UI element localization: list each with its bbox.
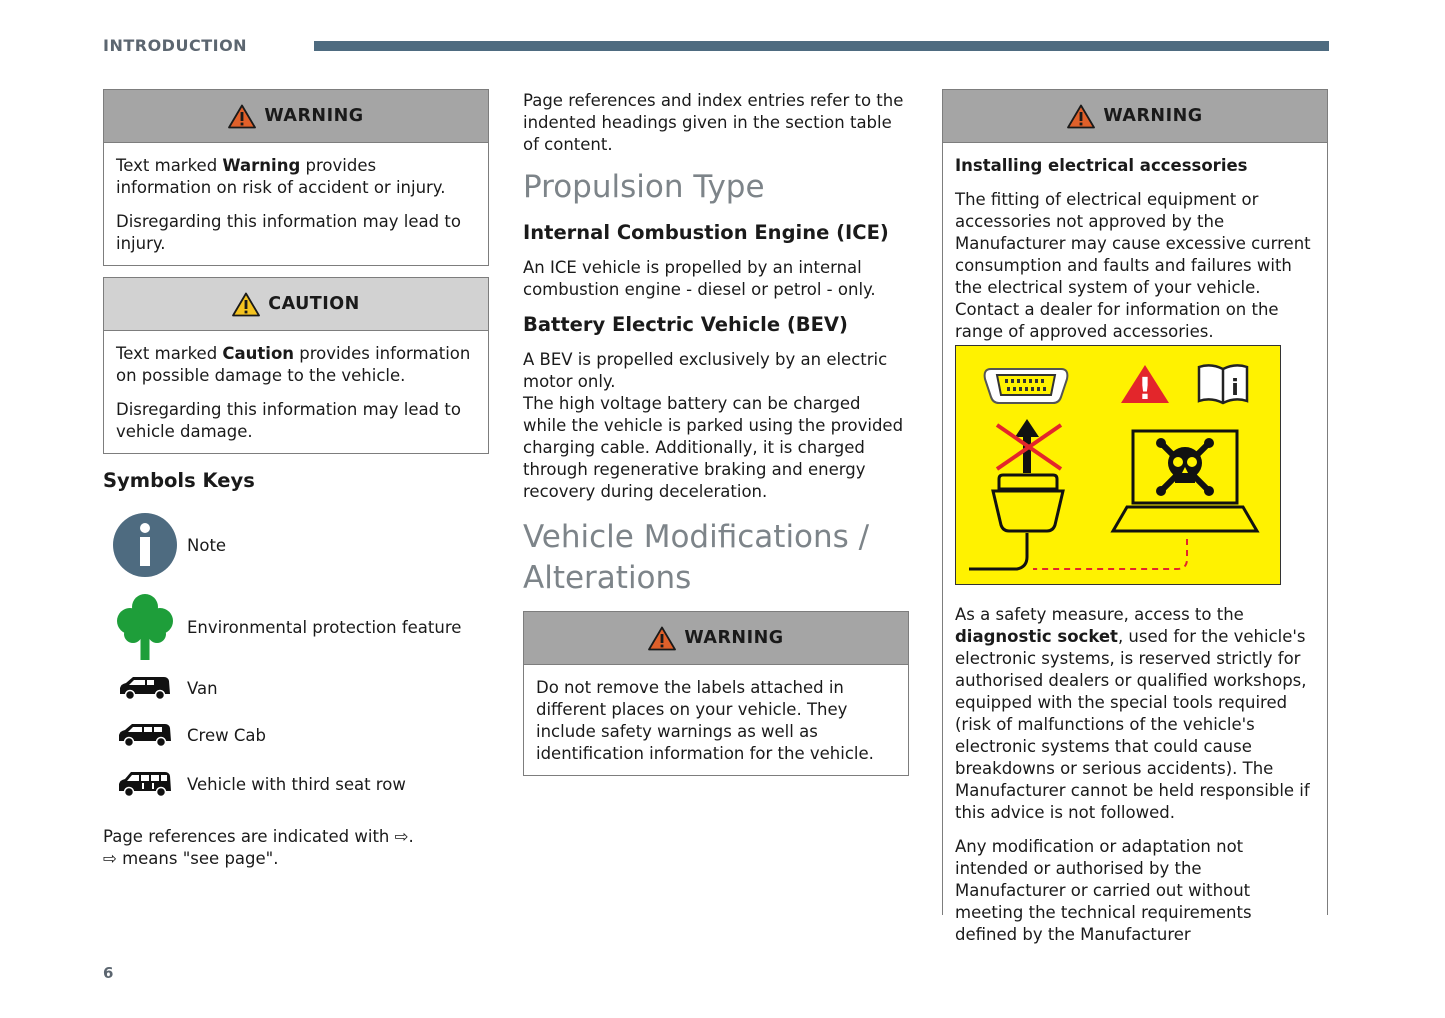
header-rule (314, 41, 1329, 51)
electrical-warning-title: WARNING (1103, 106, 1203, 126)
laptop-skull-icon (1113, 431, 1257, 531)
electrical-text: The fitting of electrical equipment or accessories not approved by the Manufacturer may cause excessive current consumption and faults and failures with the electrical system of your vehicle. Contact a dealer for information on the range of approved accessories. (955, 190, 1311, 341)
crew-cab-icon (116, 721, 174, 749)
caution-box-header (104, 278, 488, 331)
warning-triangle-icon (648, 626, 676, 651)
bev-heading: Battery Electric Vehicle (BEV) (523, 313, 848, 336)
diagnostic-socket-illustration (955, 345, 1281, 585)
warning-text-2: Disregarding this information may lead to injury. (116, 212, 461, 253)
symbol-row-van (103, 666, 489, 710)
obd-socket-icon (985, 369, 1068, 403)
page-ref-line-1: Page references are indicated with ⇨. (103, 827, 414, 846)
warning-triangle-icon (228, 104, 256, 129)
symbol-label-note: Note (187, 535, 227, 555)
propulsion-type-heading: Propulsion Type (523, 169, 765, 205)
warning-triangle-icon (1067, 104, 1095, 129)
bev-text-1: A BEV is propelled exclusively by an electric motor only. (523, 350, 888, 391)
ice-text: An ICE vehicle is propelled by an internal combustion engine - diesel or petrol - only. (523, 258, 876, 299)
modifications-warning-title: WARNING (684, 628, 784, 648)
column-left (103, 89, 489, 870)
symbol-row-environment (103, 590, 489, 664)
svg-text:!: ! (1138, 372, 1152, 407)
symbol-label-environment: Environmental protection feature (187, 617, 462, 637)
electrical-warning-box (942, 89, 1328, 944)
symbol-row-crew-cab (103, 710, 489, 760)
electrical-warning-header (943, 90, 1327, 143)
manual-book-icon (1199, 365, 1247, 403)
symbol-label-van: Van (187, 678, 218, 698)
vehicle-modifications-heading: Vehicle Modifications / Alterations (523, 519, 870, 596)
section-header: INTRODUCTION (103, 36, 248, 55)
page-number: 6 (103, 964, 114, 982)
caution-box (103, 277, 489, 454)
symbol-row-note (103, 510, 489, 580)
diagnostic-socket-text: As a safety measure, access to the diagnostic socket, used for the vehicle's electronic systems, is reserved strictly for authorised dealers or qualified workshops, equipped with the special tools required (risk of malfunctions of the vehicle's electronic systems that could cause breakdowns or serious accidents). The Manufacturer cannot be held responsible if this advice is not followed. (955, 605, 1310, 822)
warning-box (103, 89, 489, 266)
caution-text-2: Disregarding this information may lead to vehicle damage. (116, 400, 461, 441)
electrical-subtitle: Installing electrical accessories (955, 156, 1248, 175)
column-middle (523, 90, 909, 787)
caution-title: CAUTION (268, 294, 360, 314)
symbols-keys-title: Symbols Keys (103, 469, 255, 492)
ice-heading: Internal Combustion Engine (ICE) (523, 221, 889, 244)
tree-icon (116, 593, 174, 661)
column-right (942, 89, 1328, 944)
svg-text:i: i (1231, 376, 1239, 401)
van-icon (117, 674, 173, 702)
bev-text-2: The high voltage battery can be charged while the vehicle is parked using the provided charging cable. Additionally, it is charged through regenerative braking and energy recovery during deceleration. (523, 394, 904, 501)
caution-text-1: Text marked Caution provides information on possible damage to the vehicle. (116, 344, 471, 385)
symbol-label-third-row: Vehicle with third seat row (187, 774, 406, 794)
third-row-vehicle-icon (116, 769, 174, 799)
warning-text-1: Text marked Warning provides information on risk of accident or injury. (116, 156, 446, 197)
info-icon (112, 512, 178, 578)
warning-title: WARNING (264, 106, 364, 126)
modifications-warning-box (523, 611, 909, 776)
symbol-label-crew-cab: Crew Cab (187, 725, 266, 745)
symbol-row-third-row (103, 760, 489, 808)
caution-triangle-icon (232, 292, 260, 317)
modifications-warning-header (524, 612, 908, 665)
page-ref-intro: Page references and index entries refer to the indented headings given in the section table of content. (523, 91, 904, 154)
modification-text: Any modification or adaptation not intended or authorised by the Manufacturer or carried out without meeting the technical requirements defined by the Manufacturer (955, 837, 1252, 944)
modifications-warning-text: Do not remove the labels attached in different places on your vehicle. They include safety warnings as well as identification information for the vehicle. (536, 678, 874, 763)
page-ref-line-2: ⇨ means "see page". (103, 849, 279, 868)
warning-box-header (104, 90, 488, 143)
